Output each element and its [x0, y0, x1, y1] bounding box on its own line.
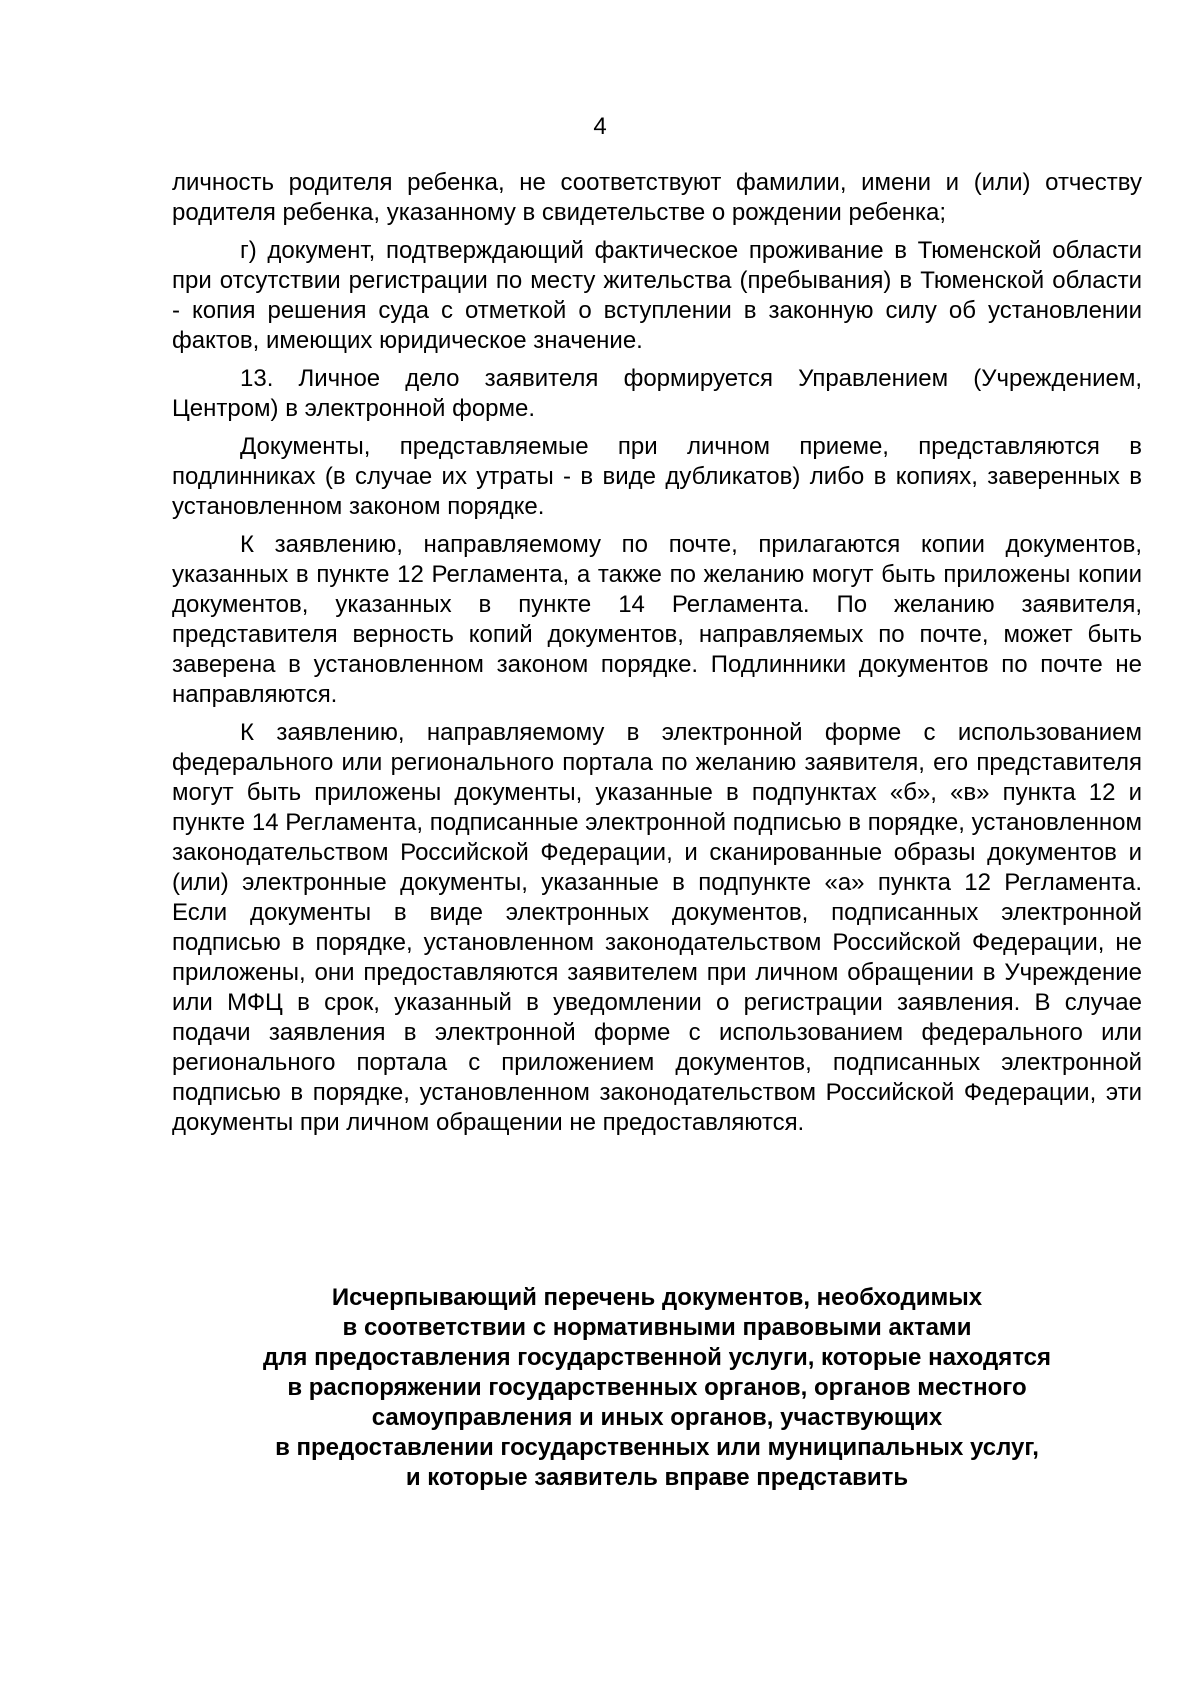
paragraph-personal-reception: Документы, представляемые при личном приеме, представляются в подлинниках (в случае их утраты - в виде дубликатов) либо в копиях, заверенных в установленном законом порядке. [172, 433, 1142, 520]
paragraph-continuation: личность родителя ребенка, не соответствуют фамилии, имени и (или) отчеству родителя ребенка, указанному в свидетельстве о рождении ребенка; [172, 169, 1142, 226]
paragraph-item-13: 13. Личное дело заявителя формируется Управлением (Учреждением, Центром) в электронной форме. [172, 365, 1142, 422]
paragraph-subitem-g: г) документ, подтверждающий фактическое проживание в Тюменской области при отсутствии регистрации по месту жительства (пребывания) в Тюменской области - копия решения суда с отметкой о вступлении в законную силу об установлении фактов, имеющих юридическое значение. [172, 237, 1142, 354]
heading-line: в соответствии с нормативными правовыми актами [342, 1314, 972, 1341]
heading-line: в предоставлении государственных или муниципальных услуг, [275, 1434, 1039, 1461]
heading-line: в распоряжении государственных органов, органов местного [287, 1374, 1027, 1401]
paragraph-postal-submission: К заявлению, направляемому по почте, прилагаются копии документов, указанных в пункте 12 Регламента, а также по желанию могут быть приложены копии документов, указанных в пункте 14 Регламента. По желанию заявителя, представителя верность копий документов, направляемых по почте, может быть заверена в установленном законом порядке. Подлинники документов по почте не направляются. [172, 531, 1142, 708]
heading-line: самоуправления и иных органов, участвующих [371, 1404, 943, 1431]
heading-line: и которые заявитель вправе представить [405, 1464, 909, 1491]
heading-line: Исчерпывающий перечень документов, необходимых [331, 1284, 983, 1311]
section-heading [172, 1283, 1142, 1493]
heading-line: для предоставления государственной услуги, которые находятся [262, 1344, 1052, 1371]
body-text [172, 168, 1142, 1146]
page-number: 4 [593, 113, 607, 140]
paragraph-electronic-submission: К заявлению, направляемому в электронной форме с использованием федерального или регионального портала по желанию заявителя, его представителя могут быть приложены документы, указанные в подпунктах «б», «в» пункта 12 и пункте 14 Регламента, подписанные электронной подписью в порядке, установленном законодательством Российской Федерации, и сканированные образы документов и (или) электронные документы, указанные в подпункте «а» пункта 12 Регламента. Если документы в виде электронных документов, подписанных электронной подписью в порядке, установленном законодательством Российской Федерации, не приложены, они предоставляются заявителем при личном обращении в Учреждение или МФЦ в срок, указанный в уведомлении о регистрации заявления. В случае подачи заявления в электронной форме с использованием федерального или регионального портала с приложением документов, подписанных электронной подписью в порядке, установленном законодательством Российской Федерации, эти документы при личном обращении не предоставляются. [172, 719, 1142, 1136]
